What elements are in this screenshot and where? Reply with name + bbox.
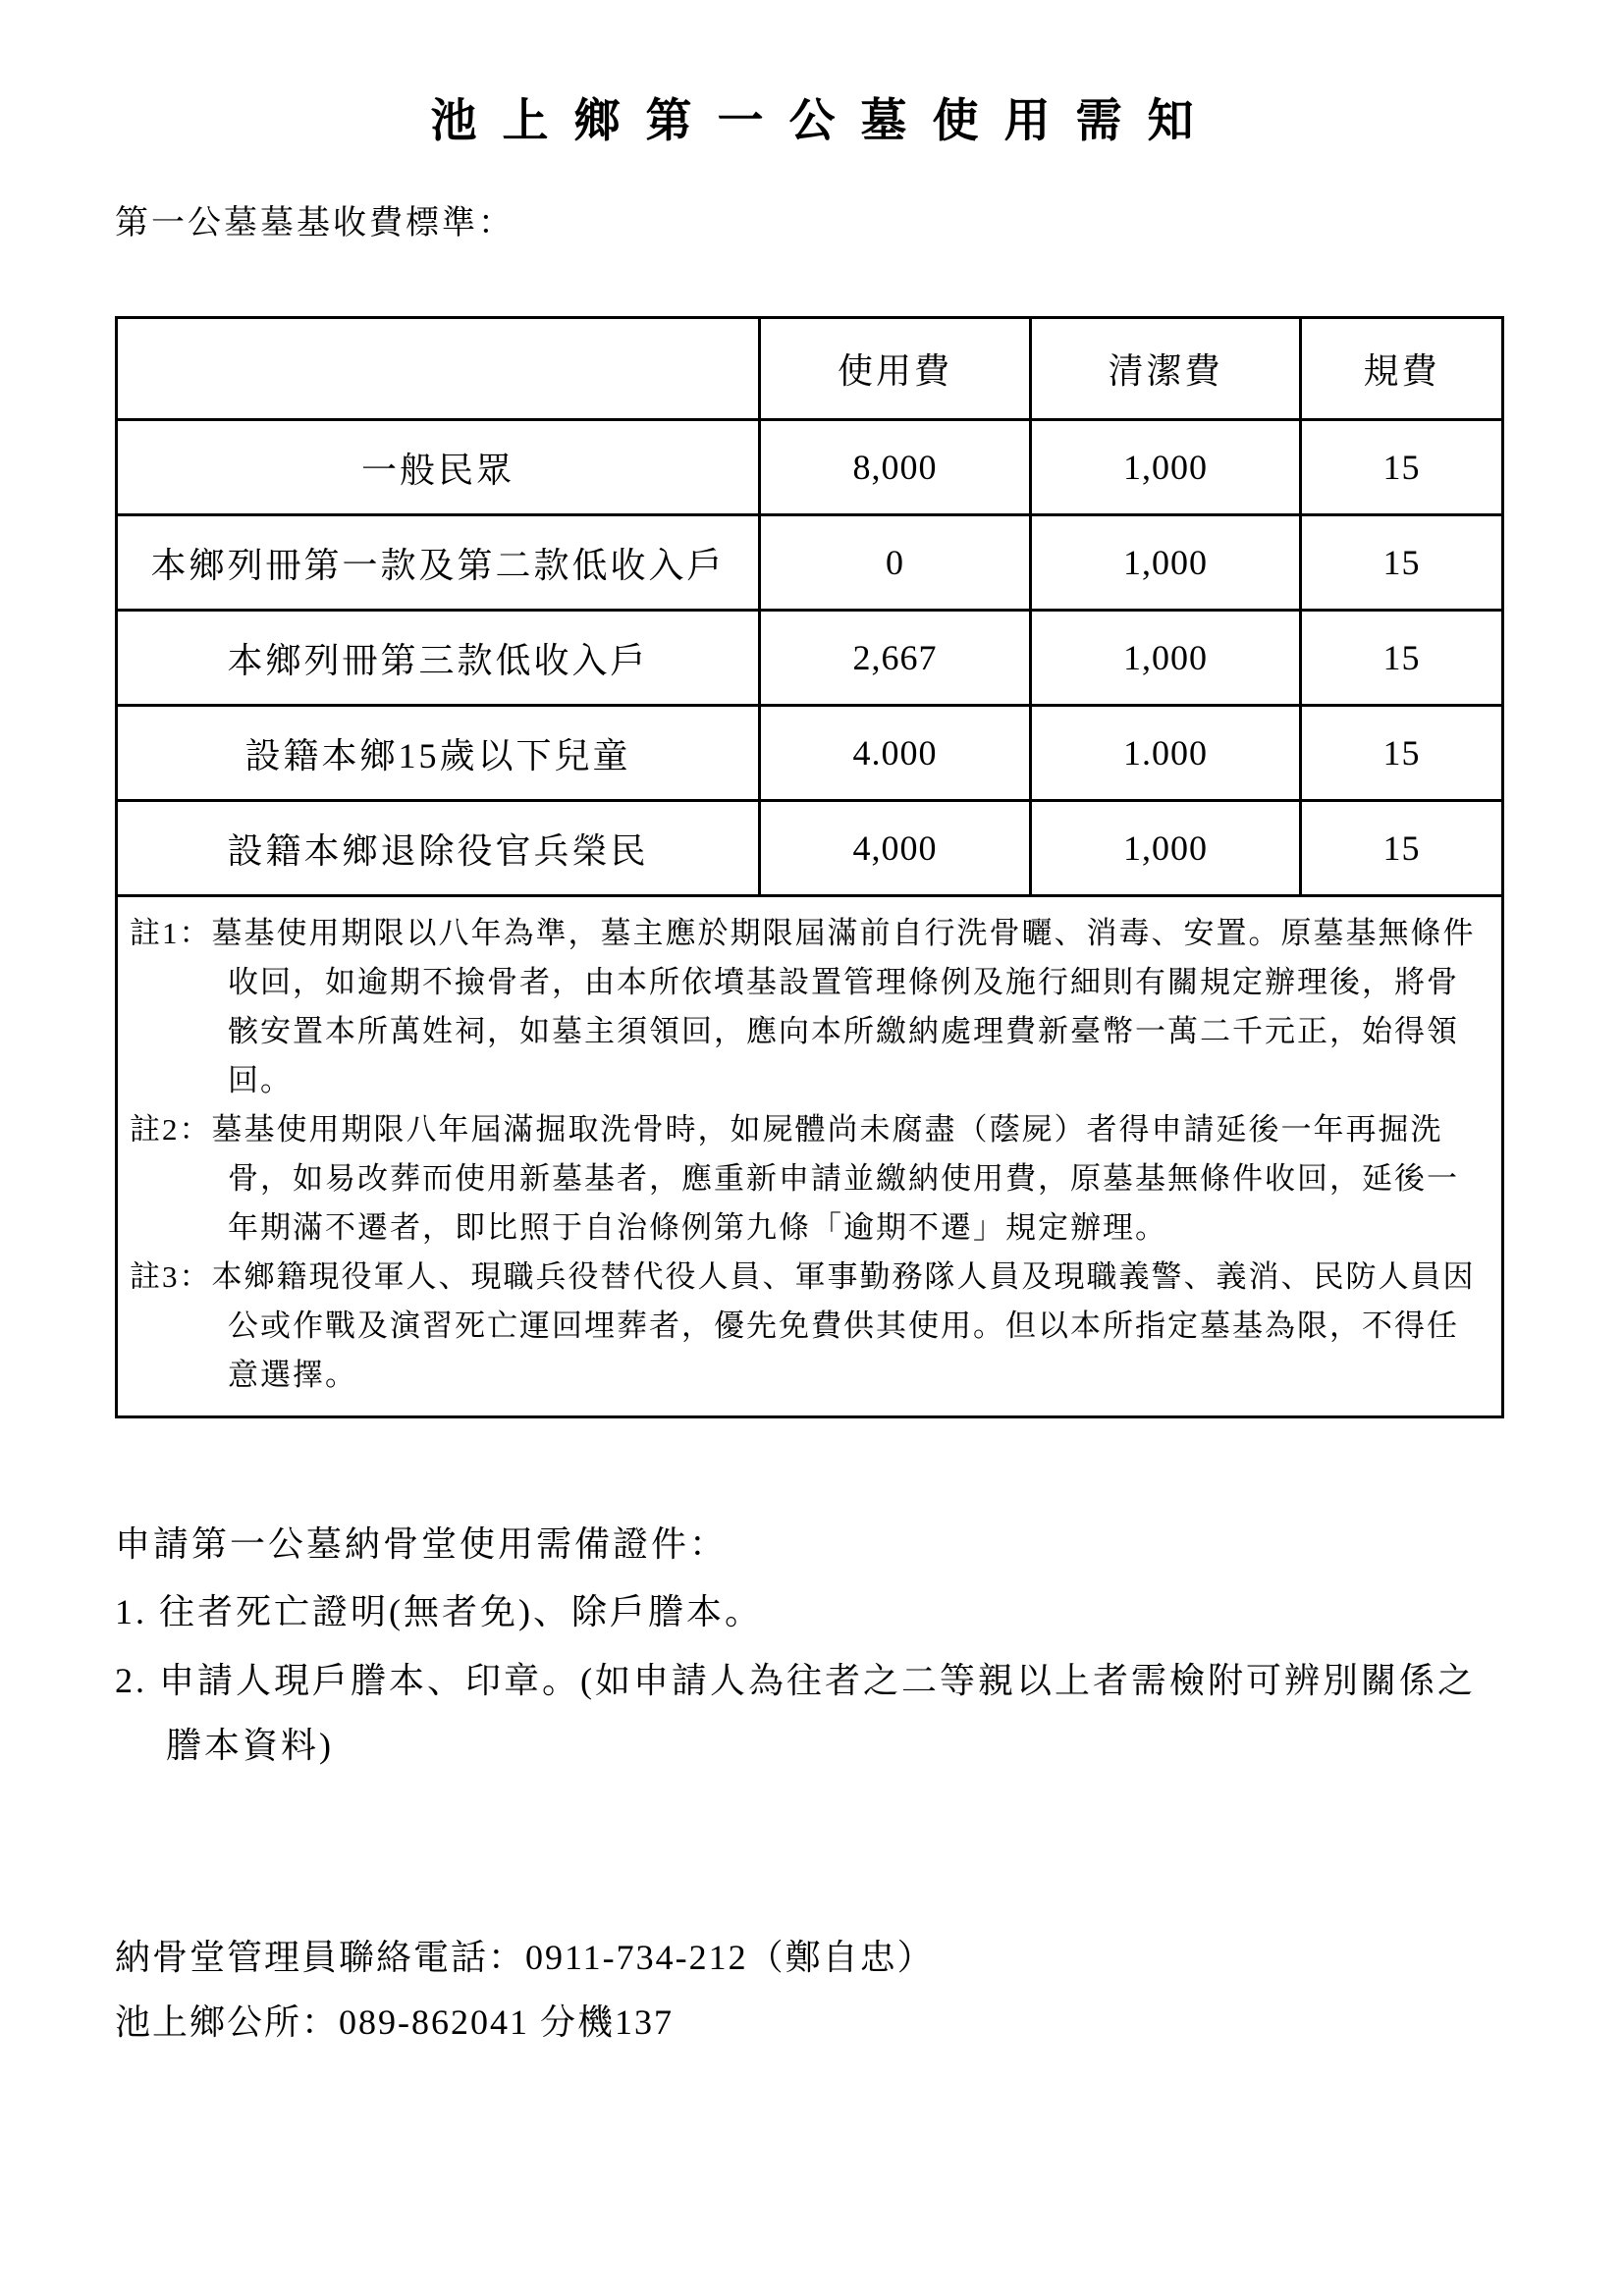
table-notes-cell <box>117 896 1503 1417</box>
requirements-heading: 申請第一公墓納骨堂使用需備證件： <box>115 1524 729 1564</box>
table-row <box>117 706 1503 801</box>
note-3-text: 本鄉籍現役軍人、現職兵役替代役人員、軍事勤務隊人員及現職義警、義消、民防人員因公或作戰及演習死亡運回埋葬者，優先免費供其使用。但以本所指定墓基為限，不得任意選擇。 <box>211 1259 1476 1392</box>
contact-section <box>115 1925 1509 2055</box>
admin-fee-value: 15 <box>1301 611 1503 706</box>
note-3-label: 註3： <box>130 1259 212 1294</box>
admin-fee-value: 15 <box>1301 515 1503 611</box>
admin-fee-value: 15 <box>1301 706 1503 801</box>
cleaning-fee-value: 1,000 <box>1031 801 1301 896</box>
fee-table <box>115 316 1504 1418</box>
note-1 <box>130 909 1488 1105</box>
fee-standard-subtitle: 第一公墓墓基收費標準： <box>115 205 514 241</box>
row-label: 設籍本鄉15歲以下兒童 <box>117 706 760 801</box>
table-row <box>117 420 1503 515</box>
table-row <box>117 801 1503 896</box>
row-label: 一般民眾 <box>117 420 760 515</box>
note-2 <box>130 1105 1488 1253</box>
row-label: 本鄉列冊第三款低收入戶 <box>117 611 760 706</box>
cleaning-fee-value: 1,000 <box>1031 420 1301 515</box>
fee-table-header-row <box>117 318 1503 420</box>
cleaning-fee-value: 1,000 <box>1031 611 1301 706</box>
header-cell-admin-fee: 規費 <box>1301 318 1503 420</box>
note-2-label: 註2： <box>130 1112 212 1147</box>
header-cell-blank <box>117 318 760 420</box>
table-row <box>117 611 1503 706</box>
header-cell-usage-fee: 使用費 <box>760 318 1031 420</box>
row-label: 本鄉列冊第一款及第二款低收入戶 <box>117 515 760 611</box>
row-label: 設籍本鄉退除役官兵榮民 <box>117 801 760 896</box>
note-1-text: 墓基使用期限以八年為準，墓主應於期限屆滿前自行洗骨曬、消毒、安置。原墓基無條件收回，如逾期不撿骨者，由本所依墳基設置管理條例及施行細則有關規定辦理後，將骨骸安置本所萬姓祠，如墓主須領回，應向本所繳納處理費新臺幣一萬二千元正，始得領回。 <box>211 916 1476 1097</box>
requirements-section <box>115 1513 1509 1778</box>
cleaning-fee-value: 1,000 <box>1031 515 1301 611</box>
note-2-text: 墓基使用期限八年屆滿掘取洗骨時，如屍體尚未腐盡（蔭屍）者得申請延後一年再掘洗骨，如易改葬而使用新墓基者，應重新申請並繳納使用費，原墓基無條件收回，延後一年期滿不遷者，即比照于自治條例第九條「逾期不遷」規定辦理。 <box>211 1112 1459 1245</box>
page-title: 池上鄉第一公墓使用需知 <box>430 96 1219 147</box>
note-1-label: 註1： <box>130 916 212 950</box>
usage-fee-value: 8,000 <box>760 420 1031 515</box>
notes-row <box>117 896 1503 1417</box>
usage-fee-value: 4,000 <box>760 801 1031 896</box>
usage-fee-value: 2,667 <box>760 611 1031 706</box>
admin-fee-value: 15 <box>1301 801 1503 896</box>
office-phone-line: 池上鄉公所：089-862041 分機137 <box>115 2002 674 2042</box>
table-row <box>117 515 1503 611</box>
manager-phone-line: 納骨堂管理員聯絡電話：0911-734-212（鄭自忠） <box>115 1938 935 1977</box>
header-cell-cleaning-fee: 清潔費 <box>1031 318 1301 420</box>
cleaning-fee-value: 1.000 <box>1031 706 1301 801</box>
usage-fee-value: 0 <box>760 515 1031 611</box>
requirement-item-2: 2. 申請人現戶謄本、印章。(如申請人為往者之二等親以上者需檢附可辨別關係之謄本資料) <box>115 1661 1476 1765</box>
note-3 <box>130 1253 1488 1400</box>
usage-fee-value: 4.000 <box>760 706 1031 801</box>
requirement-item-1: 1. 往者死亡證明(無者免)、除戶謄本。 <box>115 1592 763 1631</box>
admin-fee-value: 15 <box>1301 420 1503 515</box>
